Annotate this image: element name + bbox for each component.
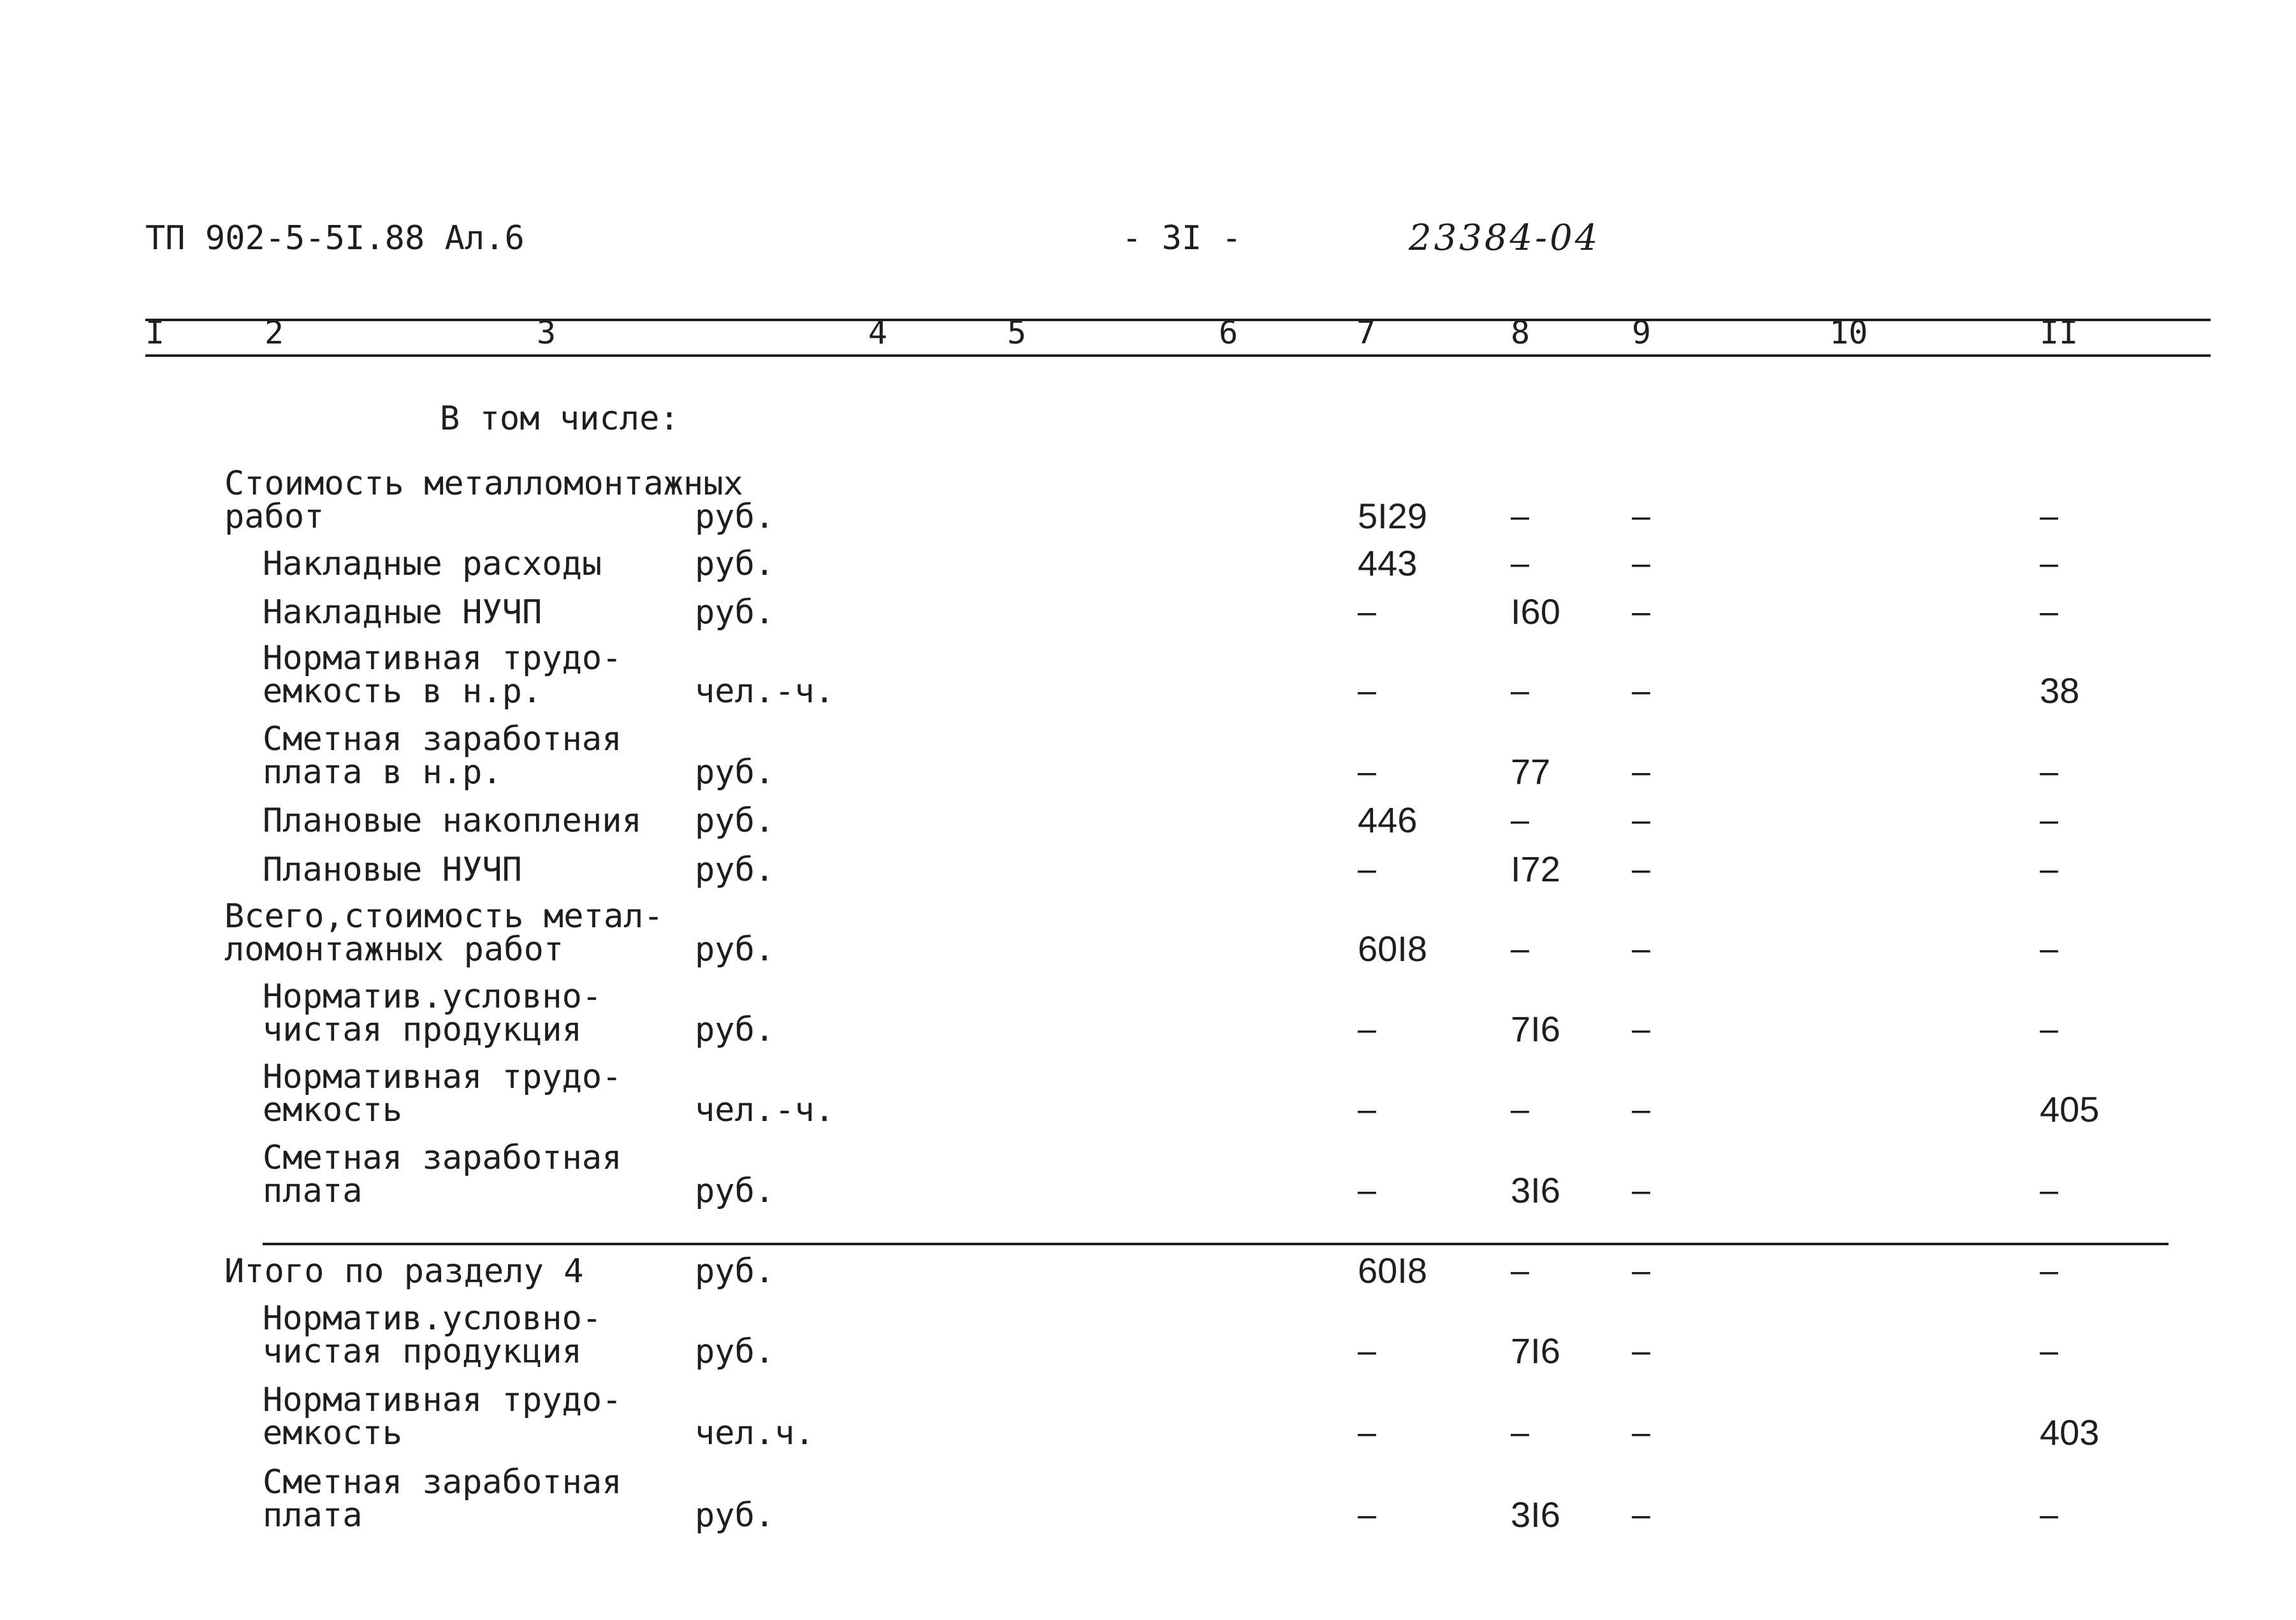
section-total-rule [263, 1243, 2169, 1245]
column-number-11: II [2040, 314, 2079, 351]
column-9-value: – [1632, 1091, 1650, 1128]
column-8-value: 77 [1511, 751, 1551, 792]
column-9-value: – [1632, 851, 1650, 888]
row-unit: руб. [695, 1011, 775, 1049]
column-number-8: 8 [1511, 314, 1530, 351]
row-label: Стоимость металломонтажных [224, 465, 743, 503]
column-8-value: – [1511, 1414, 1529, 1451]
column-8-value: I60 [1511, 591, 1560, 632]
column-11-value: – [2040, 1011, 2058, 1048]
column-number-2: 2 [265, 314, 284, 351]
column-8-value: – [1511, 930, 1529, 967]
column-7-value: – [1358, 753, 1376, 790]
row-unit: руб. [695, 593, 775, 632]
column-7-value: – [1358, 672, 1376, 709]
column-11-value: – [2040, 851, 2058, 888]
row-label: плата [263, 1496, 363, 1535]
column-7-value: – [1358, 1172, 1376, 1209]
row-label: Всего,стоимость метал- [224, 897, 664, 936]
row-label: емкость [263, 1091, 403, 1129]
row-label: Норматив.условно- [263, 978, 602, 1016]
row-label: чистая продукция [263, 1011, 582, 1049]
row-unit: руб. [695, 498, 775, 536]
column-8-value: – [1511, 498, 1529, 535]
row-label: чистая продукция [263, 1333, 582, 1371]
row-label: Плановые НУЧП [263, 851, 522, 889]
row-unit: руб. [695, 1496, 775, 1535]
row-label: Сметная заработная [263, 1139, 622, 1177]
column-number-6: 6 [1219, 314, 1239, 351]
handwritten-inventory-number: 23384-04 [1409, 217, 1601, 259]
column-8-value: I72 [1511, 849, 1560, 889]
column-7-value: – [1358, 593, 1376, 630]
column-9-value: – [1632, 1011, 1650, 1048]
row-label: Сметная заработная [263, 720, 622, 758]
row-label: емкость [263, 1414, 403, 1452]
row-label: емкость в н.р. [263, 672, 542, 711]
column-7-value: 443 [1358, 543, 1418, 583]
column-7-value: – [1358, 1496, 1376, 1533]
column-number-3: 3 [537, 314, 556, 351]
row-unit: чел.-ч. [695, 1091, 835, 1129]
row-unit: руб. [695, 802, 775, 840]
column-8-value: 3I6 [1511, 1170, 1560, 1210]
column-11-value: – [2040, 498, 2058, 535]
column-9-value: – [1632, 1414, 1650, 1451]
column-7-value: – [1358, 1414, 1376, 1451]
column-11-value: – [2040, 1252, 2058, 1289]
row-unit: руб. [695, 753, 775, 792]
row-label: Нормативная трудо- [263, 1058, 622, 1096]
column-9-value: – [1632, 930, 1650, 967]
column-9-value: – [1632, 753, 1650, 790]
row-label: Плановые накопления [263, 802, 642, 840]
column-8-value: 7I6 [1511, 1009, 1560, 1049]
row-unit: руб. [695, 1252, 775, 1291]
column-11-value: 403 [2040, 1412, 2100, 1452]
column-number-1: I [145, 314, 165, 351]
column-11-value: – [2040, 753, 2058, 790]
row-label: плата [263, 1172, 363, 1210]
row-label: Накладные расходы [263, 545, 602, 583]
column-8-value: – [1511, 1091, 1529, 1128]
row-label: работ [224, 498, 324, 536]
row-label: Накладные НУЧП [263, 593, 542, 632]
column-8-value: – [1511, 802, 1529, 839]
row-unit: руб. [695, 545, 775, 583]
column-8-value: 3I6 [1511, 1494, 1560, 1535]
column-7-value: 5I29 [1358, 496, 1427, 536]
column-7-value: – [1358, 1011, 1376, 1048]
column-7-value: – [1358, 1333, 1376, 1370]
column-7-value: 60I8 [1358, 929, 1427, 969]
row-label: Нормативная трудо- [263, 1381, 622, 1419]
column-11-value: 38 [2040, 670, 2080, 711]
column-7-value: 446 [1358, 800, 1418, 840]
column-8-value: – [1511, 1252, 1529, 1289]
column-11-value: – [2040, 802, 2058, 839]
row-unit: чел.-ч. [695, 672, 835, 711]
column-11-value: – [2040, 593, 2058, 630]
section-intro: В том числе: [440, 400, 679, 438]
column-number-row [0, 312, 2296, 353]
column-9-value: – [1632, 1496, 1650, 1533]
column-9-value: – [1632, 802, 1650, 839]
row-label: Итого по разделу 4 [224, 1252, 584, 1291]
column-9-value: – [1632, 1333, 1650, 1370]
column-11-value: – [2040, 545, 2058, 582]
column-11-value: – [2040, 930, 2058, 967]
row-label: Норматив.условно- [263, 1299, 602, 1338]
column-9-value: – [1632, 672, 1650, 709]
row-unit: руб. [695, 1333, 775, 1371]
column-7-value: 60I8 [1358, 1250, 1427, 1291]
column-number-9: 9 [1632, 314, 1652, 351]
document-code: ТП 902-5-5I.88 Ал.6 [145, 219, 525, 257]
column-9-value: – [1632, 545, 1650, 582]
row-unit: руб. [695, 930, 775, 969]
column-9-value: – [1632, 1172, 1650, 1209]
row-label: Нормативная трудо- [263, 639, 622, 677]
row-label: Сметная заработная [263, 1463, 622, 1501]
column-number-7: 7 [1356, 314, 1376, 351]
column-11-value: – [2040, 1172, 2058, 1209]
page-number: - 3I - [1122, 219, 1242, 257]
table-header-rule [145, 354, 2211, 357]
row-unit: руб. [695, 1172, 775, 1210]
column-9-value: – [1632, 1252, 1650, 1289]
column-9-value: – [1632, 593, 1650, 630]
column-number-10: 10 [1829, 314, 1868, 351]
column-11-value: – [2040, 1496, 2058, 1533]
column-8-value: 7I6 [1511, 1331, 1560, 1371]
row-label: плата в н.р. [263, 753, 502, 792]
column-number-5: 5 [1007, 314, 1027, 351]
column-8-value: – [1511, 672, 1529, 709]
row-unit: руб. [695, 851, 775, 889]
row-unit: чел.ч. [695, 1414, 815, 1452]
column-7-value: – [1358, 1091, 1376, 1128]
column-8-value: – [1511, 545, 1529, 582]
column-9-value: – [1632, 498, 1650, 535]
column-7-value: – [1358, 851, 1376, 888]
column-number-4: 4 [868, 314, 888, 351]
row-label: ломонтажных работ [224, 930, 564, 969]
column-11-value: 405 [2040, 1089, 2100, 1129]
column-11-value: – [2040, 1333, 2058, 1370]
